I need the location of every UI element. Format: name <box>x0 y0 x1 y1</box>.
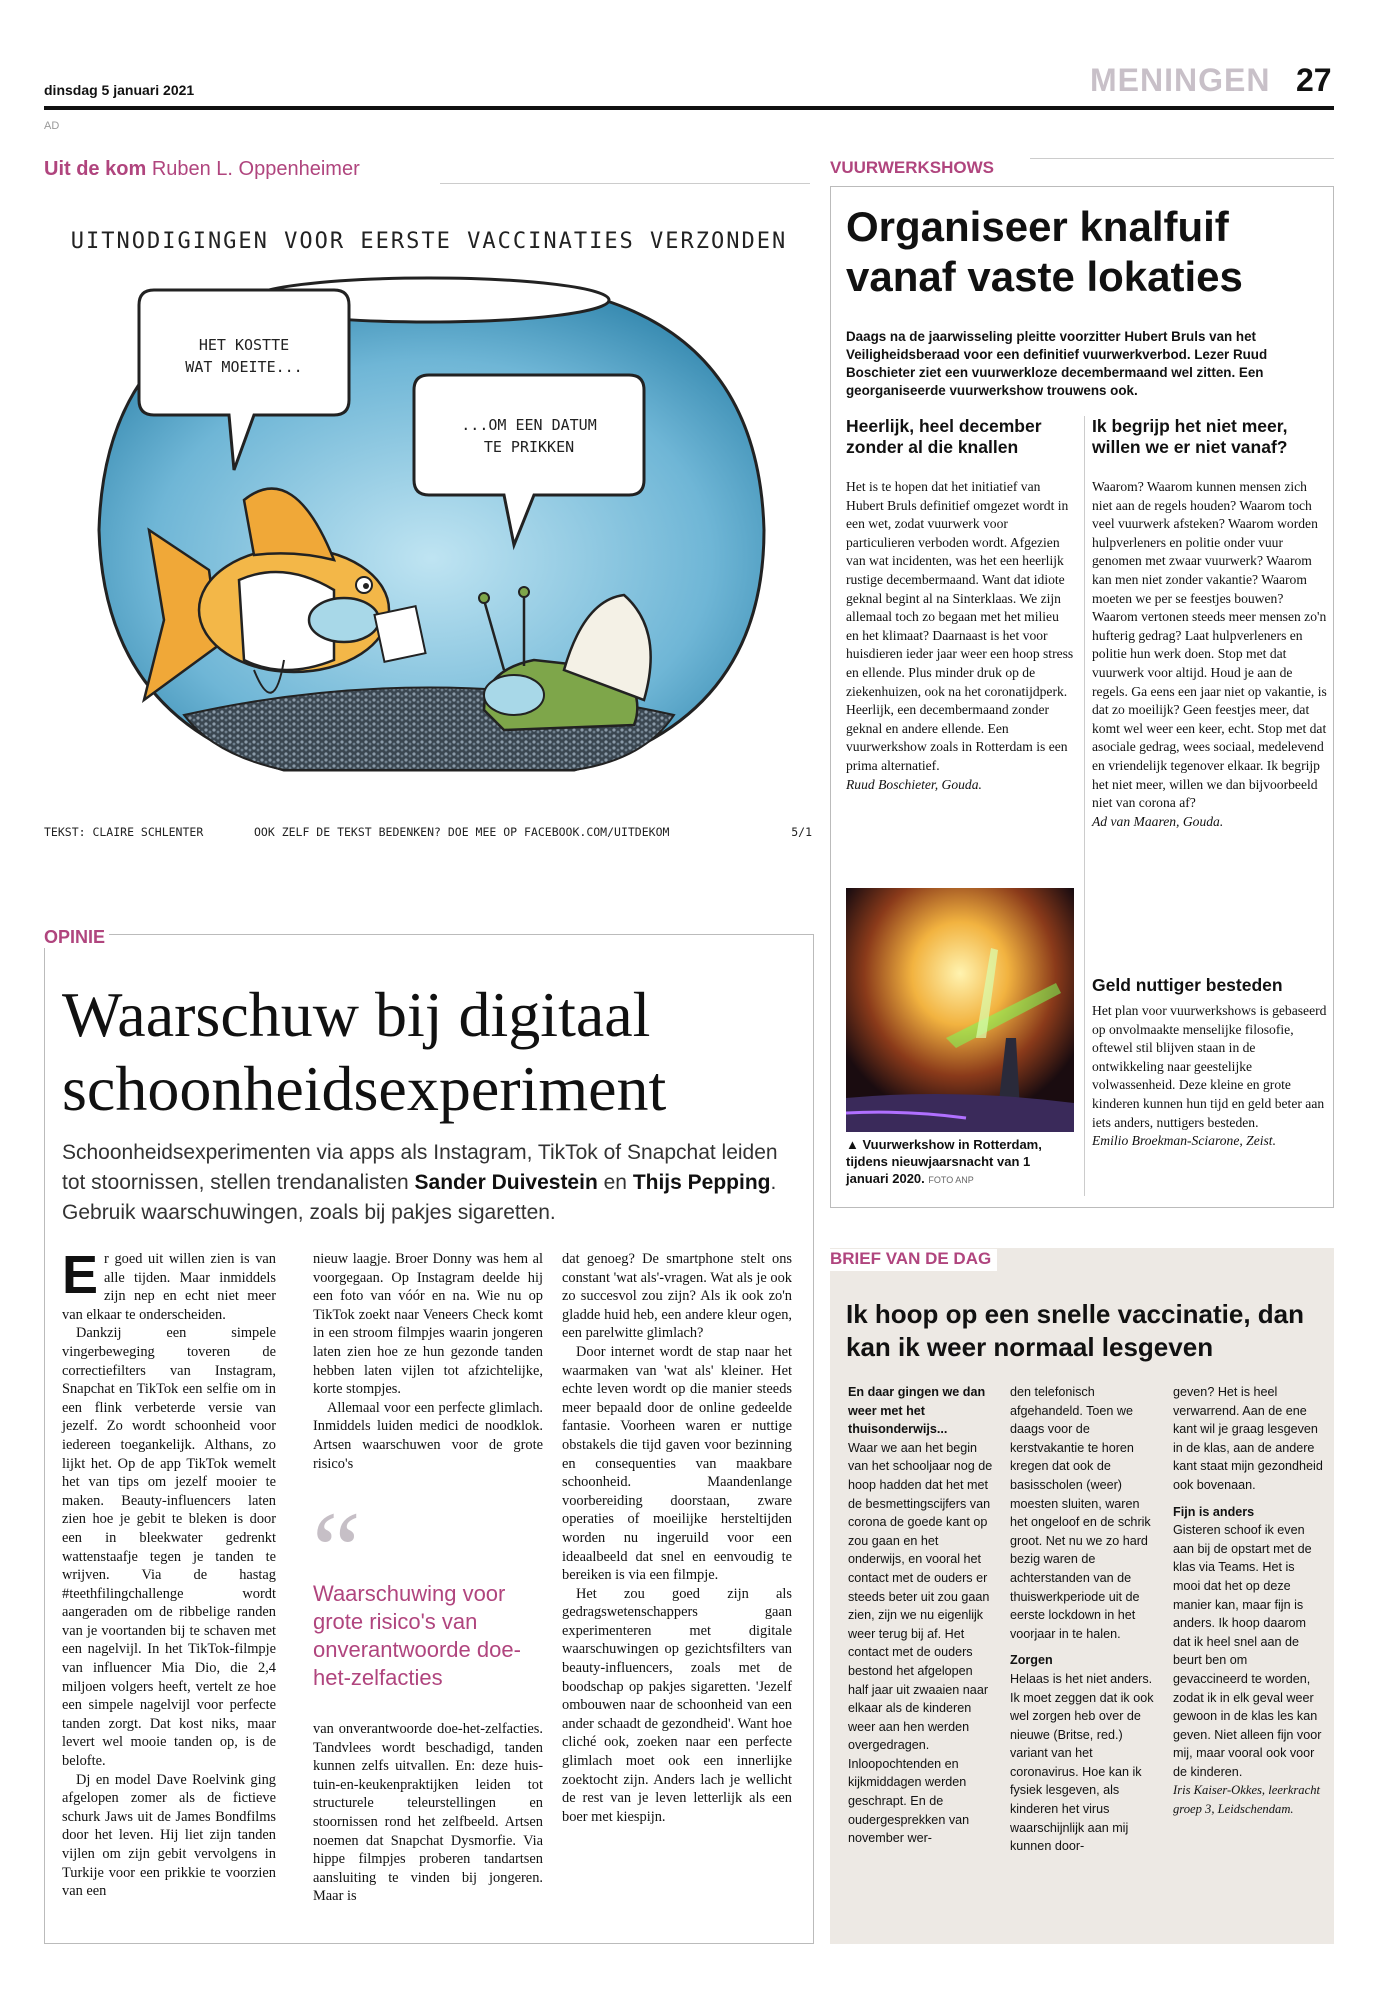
paragraph: Waar we aan het begin van het schooljaar nog de hoop hadden dat het met de besmettingscijfers van corona de goede kant op zou gaan en het onderwijs, en vooral het contact met de ouders er steeds beter uit zou gaan zien, zijn we nu eigenlijk weer terug bij af. Het contact met de ouders bestond het afgelopen half jaar uit zwaaien naar elkaar als de kinderen weer aan hen werden overgedragen. Inloopochtenden en kijkmiddagen werden geschrapt. En de oudergesprekken van november wer- <box>848 1440 993 1846</box>
letter-1-text: Het is te hopen dat het initiatief van Hubert Bruls definitief omgezet wordt in een wet, zodat vuurwerk voor particulieren verboden wordt. Afgezien van wat incidenten, was het een heerlijk rustige decembermaand. Want dat idiote geknal begint al na Sinterklaas. We zijn allemaal toch zo begaan met het milieu en het klimaat? Daarnaast is het voor huisdieren ieder jaar weer een hoop stress en ellende. Plus minder druk op de ziekenhuizen, ook na het coronatijdperk. Heerlijk, een decembermaand zonder geknal en andere ellende. Een vuurwerkshow zoals in Rotterdam is een prima alternatief. <box>846 479 1074 773</box>
photo-caption <box>846 1136 1074 1189</box>
letter-1-signature: Ruud Boschieter, Gouda. <box>846 776 982 792</box>
letter-2-text: Waarom? Waarom kunnen mensen zich niet aan de regels houden? Waarom toch veel vuurwerk afsteken? Waarom worden hulpverleners en politie onder vuur genomen met zwaar vuurwerk? Waarom kan men niet zonder vakantie? Waarom moeten we per se feestjes bouwen? Waarom vertonen steeds meer mensen zo'n hufterig gedrag? Laat hulpverleners en politie hun werk doen. Stop met dat vuurwerk voor altijd. Houd je aan de regels. Ga eens een jaar niet op vakantie, is dat zo moeilijk? Geen feestjes meer, dat komt wel weer een keer, echt. Stop met dat asociale gedrag, wees sociaal, medelevend en vriendelijk tegenover elkaar. Ik begrijp het niet meer, willen we dan bijvoorbeeld niet van corona af? <box>1092 479 1327 811</box>
letter-3-text: Het plan voor vuurwerkshows is gebaseerd op onvolmaakte menselijke filosofie, oftewel stil blijven staan in de ontwikkeling naar geestelijke volwassenheid. Deze kleine en grote kinderen kunnen hun tijd en geld beter aan iets anders, nuttigers besteden. <box>1092 1003 1327 1130</box>
paragraph: Door internet wordt de stap naar het waarmaken van 'wat als' kleiner. Het echte leven wordt op die manier steeds meer bepaald door de online gedeelde fantasie. Voorheen waren er nuttige obstakels die tijd gaven voor bezinning en consequenties van maakbare schoonheid. Maandenlange voorbereiding doorstaan, zware operaties of moeilijke hersteltijden worden nu ingeruild voor een ideaalbeeld dat snel en eenvoudig te bereiken is via een filmpje. <box>562 1343 792 1584</box>
publication-tag: AD <box>44 120 60 132</box>
cartoon-number: 5/1 <box>791 825 812 839</box>
pull-quote: Waarschuwing voor grote risico's van onverantwoorde doe-het-zelfacties <box>313 1581 521 1690</box>
intro-author-2: Thijs Pepping <box>632 1171 771 1194</box>
opinion-column-2-cont <box>313 1720 543 1906</box>
letter-2-heading: Ik begrijp het niet meer, willen we er niet vanaf? <box>1092 416 1288 457</box>
column-divider <box>1084 416 1085 1196</box>
paragraph: Het zou goed zijn als gedragswetenschappers gaan experimenteren met digitale waarschuwingen op gezichtsfilters van beauty-influencers, zoals met de boodschap op pakjes sigaretten. 'Jezelf ombouwen naar de schoonheid van een ander schaadt de gezondheid'. Want hoe cliché ook, zoeken naar een perfecte glimlach moet ook een innerlijke zoektocht zijn. Anders lach je wellicht de rest van je leven letterlijk als een boer met kiespijn. <box>562 1585 792 1825</box>
page-number: 27 <box>1296 62 1332 98</box>
letter-subhead: Fijn is anders <box>1173 1504 1255 1519</box>
paragraph: Helaas is het niet anders. Ik moet zeggen dat ik ook wel zorgen heb over de nieuwe (Britse, red.) variant van het coronavirus. Hoe kan ik fysiek lesgeven, als kinderen het virus waarschijnlijk aan mij kunnen door- <box>1010 1671 1154 1854</box>
photo-credit: FOTO ANP <box>928 1175 974 1185</box>
paragraph: van onverantwoorde doe-het-zelfacties. Tandvlees wordt beschadigd, tanden kunnen zelfs uitvallen. En: deze huis-tuin-en-keukenpraktijken leiden tot structurele teleurstellingen en stoornissen rond het zelfbeeld. Artsen noemen dat Snapchat Dysmorfie. Via hippe filmpjes proberen tandartsen aansluiting te vinden bij jongeren. Maar is <box>313 1721 543 1905</box>
paragraph: den telefonisch afgehandeld. Toen we daags voor de kerstvakantie te horen kregen dat ook de basisscholen (weer) moesten sluiten, waren het ongeloof en de schrik groot. Net nu we zo hard bezig waren de achterstanden van de thuiswerkperiode uit de eerste lockdown in het voorjaar in te halen. <box>1010 1385 1151 1641</box>
letter-of-day-column-1 <box>848 1383 994 1848</box>
paragraph: Allemaal voor een perfecte glimlach. Inmiddels luiden medici de noodklok. Artsen waarschuwen voor de grote risico's <box>313 1399 543 1472</box>
header-rule <box>44 106 1334 110</box>
fireworks-title: Organiseer knalfuif vanaf vaste lokaties <box>846 203 1243 300</box>
quote-mark-icon: “ <box>312 1489 361 1611</box>
fireworks-rule <box>1030 158 1334 159</box>
section-name: MENINGEN <box>1090 62 1271 98</box>
paragraph-text: r goed uit willen zien is van alle tijden. Maar inmiddels zijn nep en echt niet meer van elkaar te onderscheiden. <box>62 1251 276 1323</box>
cartoon-series: Uit de kom <box>44 158 147 180</box>
cartoon-headline: UITNODIGINGEN VOOR EERSTE VACCINATIES VERZONDEN <box>70 229 788 254</box>
drop-cap: E <box>62 1245 99 1305</box>
letter-of-day-column-3 <box>1173 1383 1323 1819</box>
letter-1-heading: Heerlijk, heel december zonder al die knallen <box>846 416 1042 457</box>
letter-of-day-label: BRIEF VAN DE DAG <box>830 1249 997 1271</box>
opinion-intro <box>62 1138 802 1228</box>
cartoon-image <box>44 200 814 860</box>
intro-author-1: Sander Duivestein <box>414 1171 598 1194</box>
caption-text: ▲ Vuurwerkshow in Rotterdam, tijdens nieuwjaarsnacht van 1 januari 2020. <box>846 1137 1042 1186</box>
cartoon-author: Ruben L. Oppenheimer <box>151 158 360 180</box>
opinion-column-1 <box>62 1245 276 1901</box>
fireworks-photo <box>846 888 1074 1132</box>
bubble2-line2: TE PRIKKEN <box>483 438 575 456</box>
bubble1-line1: HET KOSTTE <box>198 336 290 354</box>
fireworks-label: VUURWERKSHOWS <box>830 158 995 177</box>
bubble2-line1: ...OM EEN DATUM <box>461 416 597 434</box>
cartoon-cta: OOK ZELF DE TEKST BEDENKEN? DOE MEE OP FACEBOOK.COM/UITDEKOM <box>254 825 670 839</box>
letter-2 <box>1092 478 1328 831</box>
paragraph: Gisteren schoof ik even aan bij de opstart met de klas via Teams. Het is mooi dat het op deze manier kan, maar fijn is anders. Ik hoop daarom dat ik heel snel aan de beurt ben om gevaccineerd te worden, zodat ik in elk geval weer gewoon in de klas les kan geven. Niet alleen fijn voor mij, maar vooral ook voor de kinderen. <box>1173 1523 1322 1779</box>
issue-date: dinsdag 5 januari 2021 <box>44 82 195 98</box>
paragraph: nieuw laagje. Broer Donny was hem al voorgegaan. Op Instagram deelde hij een foto van vóór en na. Wie nu op TikTok zoekt naar Veneers Check komt in een stroom filmpjes waarin jongeren laten zien hoe ze hun gezonde tanden hebben laten vijlen tot afzichtelijke, korte stompjes. <box>313 1251 543 1398</box>
intro-text: . Gebruik waarschuwingen, zoals bij pakjes sigaretten. <box>62 1171 777 1224</box>
opinion-column-3 <box>562 1250 792 1826</box>
intro-text: en <box>597 1171 633 1194</box>
letter-1 <box>846 478 1074 794</box>
paragraph: dat genoeg? De smartphone stelt ons constant 'wat als'-vragen. Wat als je ook zo succesvol zou zijn? Als ik ook zo'n gladde huid heb, een andere kleur ogen, een parelwitte glimlach? <box>562 1251 792 1342</box>
paragraph: geven? Het is heel verwarrend. Aan de ene kant wil je graag lesgeven in de klas, aan de andere kant staat mijn gezondheid ook bovenaan. <box>1173 1385 1323 1492</box>
letter-3-heading: Geld nuttiger besteden <box>1092 975 1283 995</box>
cartoon-header <box>44 158 360 181</box>
letter-subhead: Zorgen <box>1010 1653 1053 1668</box>
intro-text: Schoonheidsexperimenten via apps als Instagram, TikTok of Snapchat leiden tot stoornissen, stellen trendanalisten <box>62 1141 778 1194</box>
paragraph: Dj en model Dave Roelvink ging afgelopen zomer als de fictieve schurk Jaws uit de James Bondfilms door het leven. Hij liet zijn tanden vijlen om zijn gebit vervolgens in Turkije voor een prikkie te voorzien van een <box>62 1771 276 1900</box>
letter-subhead: En daar gingen we dan weer met het thuisonderwijs... <box>848 1385 986 1437</box>
letter-of-day-column-2 <box>1010 1383 1156 1856</box>
fireworks-intro: Daags na de jaarwisseling pleitte voorzitter Hubert Bruls van het Veiligheidsberaad voor een definitief vuurwerkverbod. Lezer Ruud Boschieter ziet een vuurwerkloze decembermaand wel zitten. Een georganiseerde vuurwerkshow trouwens ook. <box>846 329 1268 398</box>
paragraph <box>62 1245 276 1324</box>
letter-2-signature: Ad van Maaren, Gouda. <box>1092 813 1224 829</box>
cartoon-credit: TEKST: CLAIRE SCHLENTER <box>44 825 204 839</box>
cartoon-rule <box>440 183 810 184</box>
opinion-title: Waarschuw bij digitaal schoonheidsexperiment <box>62 979 667 1124</box>
opinion-column-2 <box>313 1250 543 1473</box>
letter-3-signature: Emilio Broekman-Sciarone, Zeist. <box>1092 1133 1276 1149</box>
paragraph: Dankzij een simpele vingerbeweging toveren de correctiefilters van Instagram, Snapchat en TikTok een selfie om in een flink verbeterde versie van jezelf. Zo wordt schoonheid voor iedereen toegankelijk. Althans, zo lijkt het. Op de app TikTok wemelt het van tips om jezelf mooier te maken. Beauty-influencers laten zien hoe je gebit te bleken is door een in bleekwater gedrenkt wattenstaafje tegen je tanden te wrijven. Via de hastag #teethfilingchallenge wordt aangeraden om de ribbelige randen van je voortanden bij te schaven met een nagelvijl. In het TikTok-filmpje van influencer Mia Dio, die 2,4 miljoen volgers heeft, vertelt ze hoe een simpele nagelvijl voor perfecte tanden zorgt. Dat kost niks, maar levert wel mooie tanden op, is de belofte. <box>62 1325 276 1770</box>
bubble1-line2: WAT MOEITE... <box>185 358 303 376</box>
letter-3 <box>1092 1002 1328 1151</box>
opinion-label: OPINIE <box>44 927 109 948</box>
letter-signature: Iris Kaiser-Okkes, leerkracht groep 3, Leidschendam. <box>1173 1783 1320 1817</box>
letter-of-day-title: Ik hoop op een snelle vaccinatie, dan kan ik weer normaal lesgeven <box>846 1299 1305 1362</box>
